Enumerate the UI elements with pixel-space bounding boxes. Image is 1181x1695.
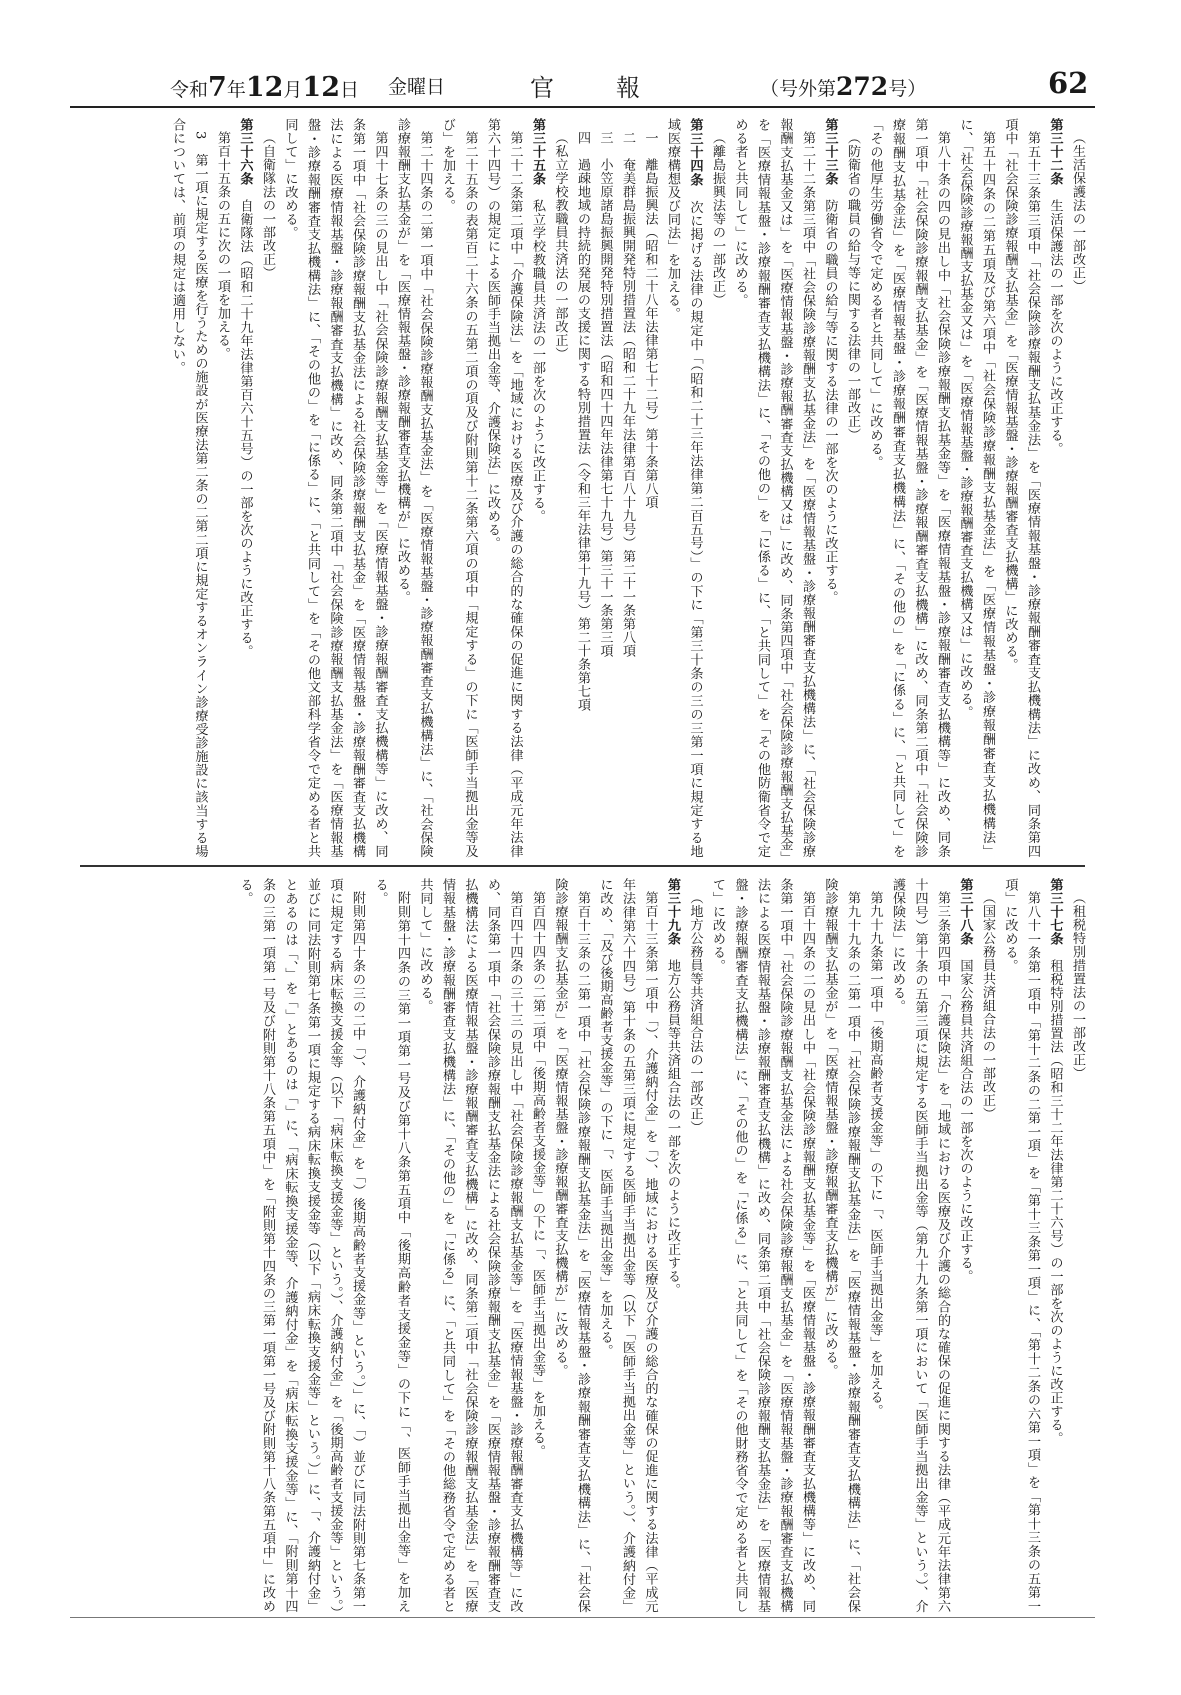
- paragraph-text: 国家公務員共済組合法の一部を次のように改正する。: [957, 945, 973, 1283]
- body-paragraph: [998, 878, 1043, 1613]
- article-heading: [526, 118, 549, 858]
- article-heading: [661, 878, 684, 1613]
- paragraph-text: 附則第四十条の三の二中「）、介護納付金」を「）後期高齢者支援金等」という。）」に、「）並びに同法附則第七条第一項に規定する病床転換支援金等（以下「病床転換支援金等」という。）、介護納付金」を「後期高齢者支援金等」という。）並びに同法附則第七条第一項に規定する病床転換支援金等（以下「病床転換支援金等」という。）」に、「、介護納付金」とあるのは「、」を「」とあるのは「」に、「病床転換支援金等、介護納付金」を「病床転換支援金等」に、「附則第十四条の三第一項第一号及び附則第十八条第五項中」を「附則第十四条の三第一項第一号及び附則第十八条第五項中」に改める。: [237, 878, 365, 1613]
- body-paragraph: [728, 118, 818, 858]
- date-month-suffix: 月: [283, 79, 303, 101]
- paragraph-text: 自衛隊法（昭和二十九年法律第百六十五号）の一部を次のように改正する。: [237, 185, 253, 658]
- article-number: 第三十三条: [822, 118, 838, 186]
- body-paragraph: [368, 878, 413, 1613]
- article-heading: [1043, 118, 1066, 858]
- body-paragraph: [233, 878, 368, 1613]
- article-number: 第三十七条: [1047, 878, 1063, 946]
- body-paragraph: [571, 118, 594, 858]
- issue-prefix: （号外第: [760, 78, 837, 100]
- body-paragraph: [481, 118, 526, 858]
- page-number: 62: [1048, 66, 1089, 100]
- paragraph-text: 第二十四条の二第一項中「社会保険診療報酬支払基金法」を「医療情報基盤・診療報酬審査支払機構法」に、「社会保険診療報酬支払基金が」を「医療情報基盤・診療報酬審査支払機構が」に改める。: [395, 118, 433, 858]
- date-year: 7: [208, 72, 227, 103]
- issue-suffix: 号）: [888, 78, 927, 100]
- paragraph-text: 第二十二条第二項中「介護保険法」を「地域における医療及び介護の総合的な確保の促進に関する法律（平成元年法律第六十四号）の規定による医師手当拠出金等、介護保険法」に改める。: [485, 118, 523, 858]
- paragraph-text: 第八十条の四の見出し中「社会保険診療報酬支払基金等」を「医療情報基盤・診療報酬審査支払機構等」に改め、同条第一項中「社会保険診療報酬支払基金」を「医療情報基盤・診療報酬審査支払機構」に改め、同条第二項中「社会保険診療報酬支払基金法」を「医療情報基盤・診療報酬審査支払機構法」に、「その他の」を「に係る」に、「と共同して」を「その他厚生労働省令で定める者と共同して」に改める。: [867, 118, 950, 858]
- paragraph-text: （租税特別措置法の一部改正）: [1070, 891, 1085, 1081]
- body-paragraph: [638, 118, 661, 858]
- paragraph-text: 一 離島振興法（昭和二十八年法律第七十二号）第十条第八項: [642, 131, 658, 510]
- article-caption: [976, 878, 999, 1613]
- paragraph-text: 第四十七条の三の見出し中「社会保険診療報酬支払基金等」を「医療情報基盤・診療報酬審査支払機構等」に改め、同条第一項中「社会保険診療報酬支払基金法による社会保険診療報酬支払基金」を「医療情報基盤・診療報酬審査支払機構法による医療情報基盤・診療報酬審査支払機構」に改め、同条第二項中「社会保険診療報酬支払基金法」を「医療情報基盤・診療報酬審査支払機構法」に、「その他の」を「に係る」に、「と共同して」を「その他文部科学省令で定める者と共同して」に改める。: [282, 118, 388, 858]
- paragraph-text: 第八十一条第一項中「第十二条の二第一項」を「第十三条第一項」に、「第十二条の六第一項」を「第十三条の五第一項」に改める。: [1002, 878, 1040, 1613]
- date-day: 12: [302, 72, 340, 103]
- date-year-suffix: 年: [226, 79, 246, 101]
- paragraph-text: （離島振興法等の一部改正）: [710, 131, 725, 307]
- body-paragraph: [818, 878, 863, 1613]
- article-heading: [661, 118, 706, 858]
- paragraph-text: （自衛隊法の一部改正）: [260, 131, 275, 280]
- paragraph-text: 次に掲げる法律の規定中「（昭和二十三年法律第二百五号）」の下に「第三十条の三の三第一項に規定する地域医療構想及び同法」を加える。: [665, 118, 703, 858]
- paragraph-text: （防衛省の職員の給与等に関する法律の一部改正）: [845, 131, 860, 442]
- body-paragraph: [616, 118, 639, 858]
- body-paragraph: [436, 118, 481, 858]
- body-paragraph: [526, 878, 549, 1613]
- article-number: 第三十六条: [237, 118, 253, 186]
- paragraph-text: 第九十九条第一項中「後期高齢者支援金等」の下に「、医師手当拠出金等」を加える。: [867, 891, 883, 1418]
- footer-rule: [70, 1617, 1095, 1618]
- article-caption: [841, 118, 864, 858]
- paragraph-text: 第百十三条第一項中「）、介護納付金」を「）、地域における医療及び介護の総合的な確保の促進に関する法律（平成元年法律第六十四号）第十条の五第三項に規定する医師手当拠出金等（以下「医師手当拠出金等」という。）、介護納付金」に改め、「及び後期高齢者支援金等」の下に「、医師手当拠出金等」を加える。: [597, 878, 658, 1613]
- date-day-suffix: 日: [340, 79, 360, 101]
- body-paragraph: [548, 878, 593, 1613]
- article-heading: [233, 118, 256, 858]
- paragraph-text: 第百十四条の二の見出し中「社会保険診療報酬支払基金等」を「医療情報基盤・診療報酬審査支払機構等」に改め、同条第一項中「社会保険診療報酬支払基金法による社会保険診療報酬支払基金」を「医療情報基盤・診療報酬審査支払機構法による医療情報基盤・診療報酬審査支払機構」に改め、同条第二項中「社会保険診療報酬支払基金法」を「医療情報基盤・診療報酬審査支払機構法」に、「その他の」を「に係る」に、「と共同して」を「その他財務省令で定める者と共同して」に改める。: [710, 878, 815, 1613]
- article-number: 第三十九条: [665, 878, 680, 946]
- paragraph-text: 第二十二条第三項中「社会保険診療報酬支払基金法」を「医療情報基盤・診療報酬審査支払機構法」に、「社会保険診療報酬支払基金又は」を「医療情報基盤・診療報酬審査支払機構又は」に改め、同条第四項中「社会保険診療報酬支払基金」を「医療情報基盤・診療報酬審査支払機構法」に、「その他の」を「に係る」に、「と共同して」を「その他防衛省令で定める者と共同して」に改める。: [732, 118, 815, 858]
- weekday: 金曜日: [388, 76, 446, 98]
- paragraph-text: 地方公務員等共済組合法の一部を次のように改正する。: [665, 945, 680, 1297]
- issue-number: [760, 72, 926, 101]
- paragraph-text: 第二十五条の表第百二十六条の五第二項の項及び附則第十二条第六項の項中「規定する」の下に「医師手当拠出金等及び」を加える。: [440, 118, 478, 858]
- paragraph-text: 第五十四条の二第五項及び第六項中「社会保険診療報酬支払基金法」を「医療情報基盤・診療報酬審査支払機構法」に、「社会保険診療報酬支払基金又は」を「医療情報基盤・診療報酬審査支払機構又は」に改める。: [957, 118, 995, 858]
- paragraph-text: 第百十三条の二第一項中「社会保険診療報酬支払基金法」を「医療情報基盤・診療報酬審査支払機構法」に、「社会保険診療報酬支払基金が」を「医療情報基盤・診療報酬審査支払機構が」に改める。: [552, 878, 590, 1613]
- body-paragraph: [998, 118, 1043, 858]
- body-paragraph: [863, 878, 886, 1613]
- paragraph-text: （私立学校教職員共済法の一部改正）: [552, 131, 568, 361]
- paragraph-text: 四 過疎地域の持続的発展の支援に関する特別措置法（令和三年法律第十九号）第二十条第七項: [575, 131, 590, 712]
- body-paragraph: [706, 878, 819, 1613]
- paragraph-text: 第三条第四項中「介護保険法」を「地域における医療及び介護の総合的な確保の促進に関する法律（平成元年法律第六十四号）第十条の五第三項に規定する医師手当拠出金等（第九十九条第一項において「医師手当拠出金等」という。）、介護保険法」に改める。: [890, 878, 950, 1613]
- date-era: 令和: [170, 79, 209, 101]
- paragraph-text: 二 奄美群島振興開発特別措置法（昭和二十九年法律第百八十九号）第二十一条第八項: [620, 131, 635, 658]
- paragraph-text: 第百十五条の五に次の一項を加える。: [215, 131, 230, 361]
- paragraph-text: 生活保護法の一部を次のように改正する。: [1047, 185, 1063, 456]
- paragraph-text: 第五十三条第三項中「社会保険診療報酬支払基金法」を「医療情報基盤・診療報酬審査支払機構法」に改め、同条第四項中「社会保険診療報酬支払基金」を「医療情報基盤・診療報酬審査支払機構」に改める。: [1002, 118, 1040, 858]
- paragraph-text: 第九十九条の二第一項中「社会保険診療報酬支払基金法」を「医療情報基盤・診療報酬審査支払機構法」に、「社会保険診療報酬支払基金が」を「医療情報基盤・診療報酬審査支払機構が」に改める。: [822, 878, 860, 1613]
- issue-number-value: 272: [836, 72, 889, 101]
- article-heading: [1043, 878, 1066, 1613]
- article-caption: [1066, 118, 1089, 858]
- body-paragraph: [211, 118, 234, 858]
- gazette-title: 官報: [530, 74, 702, 102]
- paragraph-text: （生活保護法の一部改正）: [1070, 131, 1085, 294]
- page-header: [70, 62, 1095, 106]
- paragraph-text: 附則第十四条の三第一項第一号及び第十八条第五項中「後期高齢者支援金等」の下に「、医師手当拠出金等」を加える。: [372, 878, 410, 1613]
- body-paragraph: [278, 118, 391, 858]
- paragraph-text: （地方公務員等共済組合法の一部改正）: [687, 891, 703, 1135]
- article-caption: [256, 118, 279, 858]
- article-caption: [1066, 878, 1089, 1613]
- date-month: 12: [245, 72, 284, 103]
- paragraph-text: 三 小笠原諸島振興開発特別措置法（昭和四十四年法律第七十九号）第三十一条第三項: [597, 131, 613, 658]
- paragraph-text: 防衛省の職員の給与等に関する法律の一部を次のように改正する。: [822, 185, 838, 604]
- article-caption: [548, 118, 571, 858]
- paragraph-text: 第百四十四条の二第二項中「後期高齢者支援金等」の下に「、医師手当拠出金等」を加える。: [530, 891, 545, 1459]
- body-paragraph: [413, 878, 526, 1613]
- paragraph-text: （国家公務員共済組合法の一部改正）: [980, 891, 995, 1121]
- article-number: 第三十八条: [957, 878, 973, 946]
- article-number: 第三十二条: [1047, 118, 1063, 186]
- body-paragraph: [953, 118, 998, 858]
- issue-date: [170, 72, 359, 103]
- paragraph-text: 3 第一項に規定する医療を行うための施設が医療法第二条の二第二項に規定するオンライン診療受診施設に該当する場合については、前項の規定は適用しない。: [170, 118, 208, 858]
- body-paragraph: [886, 878, 954, 1613]
- body-paragraph: [593, 878, 661, 1613]
- body-paragraph: [593, 118, 616, 858]
- article-heading: [953, 878, 976, 1613]
- article-caption: [706, 118, 729, 858]
- body-paragraph: [391, 118, 436, 858]
- paragraph-text: 私立学校教職員共済法の一部を次のように改正する。: [530, 185, 545, 523]
- upper-text-block: [78, 118, 1088, 858]
- lower-text-block: [78, 878, 1088, 1613]
- section-divider: [80, 865, 1085, 867]
- paragraph-text: 租税特別措置法（昭和三十二年法律第二十六号）の一部を次のように改正する。: [1047, 945, 1063, 1445]
- article-number: 第三十五条: [530, 118, 545, 186]
- article-caption: [683, 878, 706, 1613]
- paragraph-text: 第百四十四条の三十三の見出し中「社会保険診療報酬支払基金等」を「医療情報基盤・診療報酬審査支払機構等」に改め、同条第一項中「社会保険診療報酬支払基金法による社会保険診療報酬支払基金」を「医療情報基盤・診療報酬審査支払機構法による医療情報基盤・診療報酬審査支払機構」に改め、同条第二項中「社会保険診療報酬支払基金法」を「医療情報基盤・診療報酬審査支払機構法」に、「その他の」を「に係る」に、「と共同して」を「その他総務省令で定める者と共同して」に改める。: [417, 878, 523, 1613]
- body-paragraph: [166, 118, 211, 858]
- article-heading: [818, 118, 841, 858]
- article-number: 第三十四条: [687, 118, 703, 187]
- header-rule: [70, 106, 1095, 108]
- body-paragraph: [863, 118, 953, 858]
